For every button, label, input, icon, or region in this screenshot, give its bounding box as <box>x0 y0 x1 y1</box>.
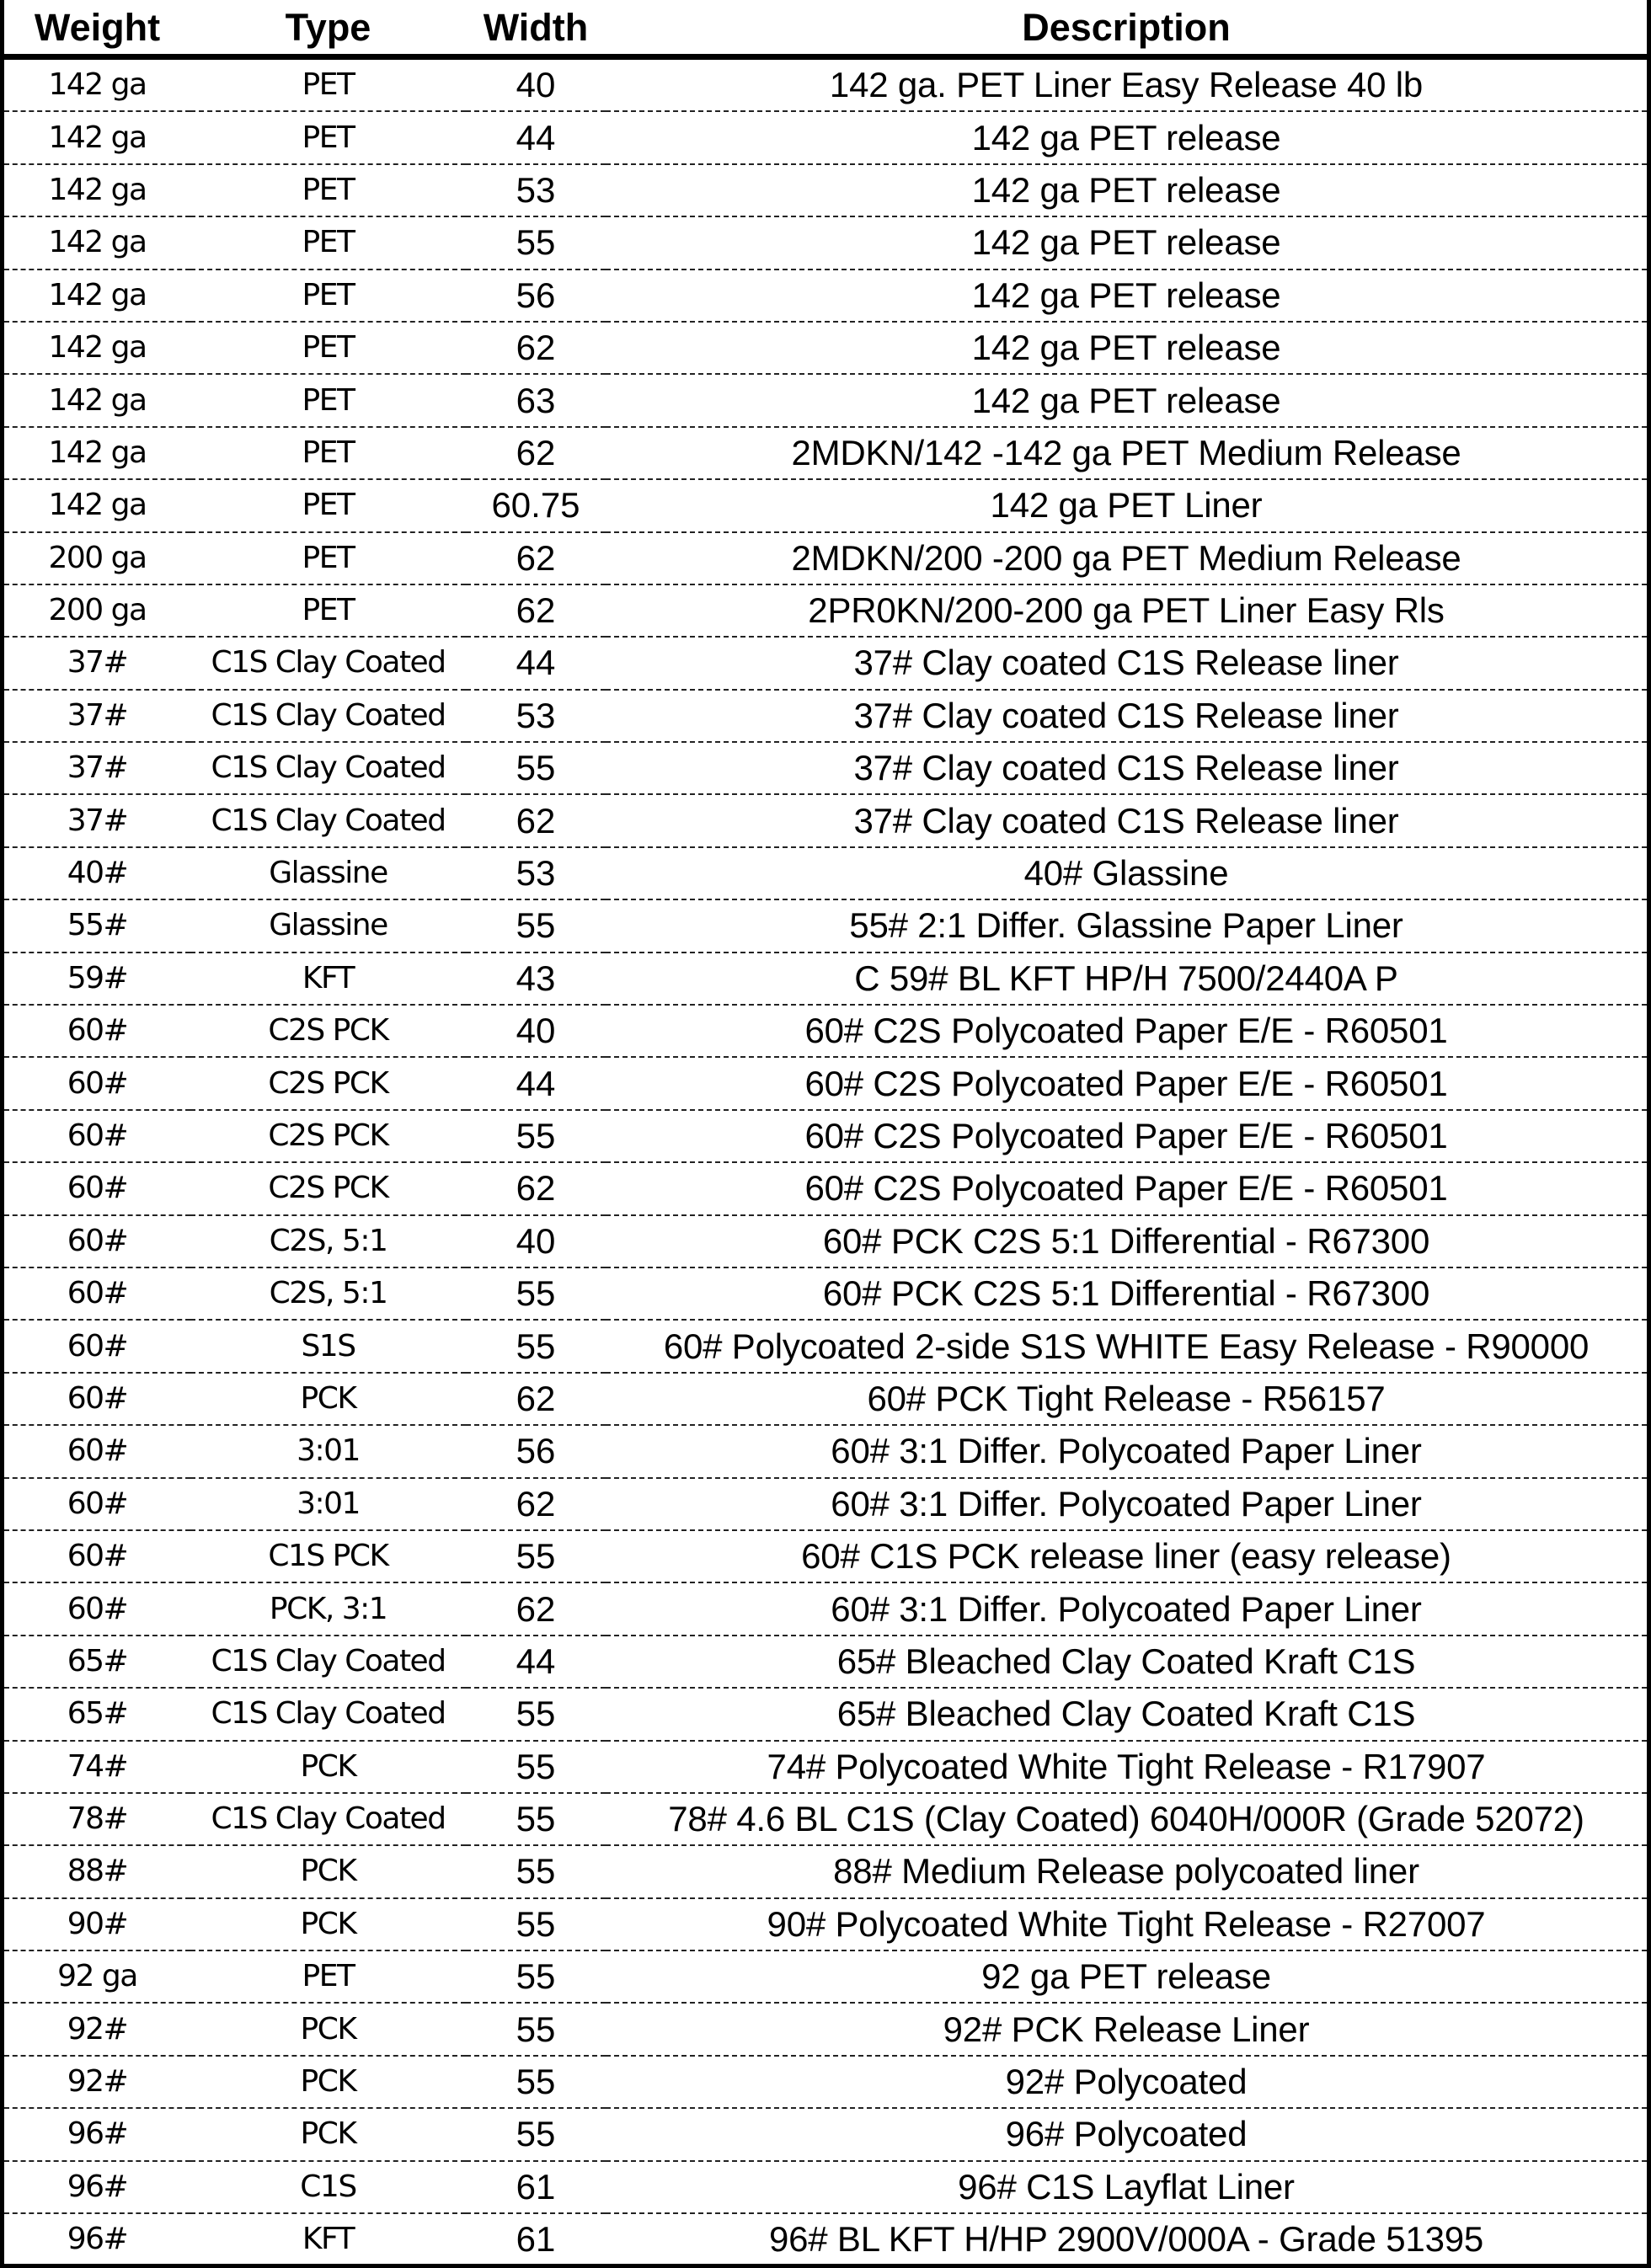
cell-type: C1S Clay Coated <box>190 1688 466 1740</box>
cell-type: Glassine <box>190 899 466 952</box>
cell-weight: 90# <box>4 1898 190 1950</box>
table-row <box>4 1582 1647 1635</box>
cell-width: 40 <box>466 1005 606 1057</box>
cell-description: 142 ga PET release <box>606 216 1647 269</box>
cell-description: 55# 2:1 Differ. Glassine Paper Liner <box>606 899 1647 952</box>
cell-type: PCK, 3:1 <box>190 1582 466 1635</box>
cell-weight: 142 ga <box>4 269 190 322</box>
cell-weight: 60# <box>4 1478 190 1530</box>
header-width: Width <box>466 0 606 57</box>
cell-width: 44 <box>466 111 606 163</box>
cell-weight: 200 ga <box>4 532 190 584</box>
table-row <box>4 1950 1647 2003</box>
cell-type: C2S, 5:1 <box>190 1215 466 1267</box>
table-row <box>4 1845 1647 1897</box>
cell-weight: 60# <box>4 1582 190 1635</box>
cell-description: 60# 3:1 Differ. Polycoated Paper Liner <box>606 1478 1647 1530</box>
table-row <box>4 899 1647 952</box>
cell-width: 53 <box>466 690 606 742</box>
cell-width: 55 <box>466 1688 606 1740</box>
cell-width: 40 <box>466 1215 606 1267</box>
table-row <box>4 953 1647 1005</box>
cell-description: 60# PCK Tight Release - R56157 <box>606 1373 1647 1425</box>
cell-type: S1S <box>190 1320 466 1372</box>
cell-width: 62 <box>466 532 606 584</box>
cell-weight: 142 ga <box>4 164 190 216</box>
cell-weight: 60# <box>4 1373 190 1425</box>
cell-width: 55 <box>466 1741 606 1793</box>
cell-description: 60# C2S Polycoated Paper E/E - R60501 <box>606 1162 1647 1214</box>
cell-width: 55 <box>466 1950 606 2003</box>
cell-description: 40# Glassine <box>606 847 1647 899</box>
cell-weight: 142 ga <box>4 374 190 426</box>
cell-description: 92# Polycoated <box>606 2056 1647 2108</box>
cell-type: PCK <box>190 1373 466 1425</box>
cell-type: 3:01 <box>190 1425 466 1477</box>
cell-description: 142 ga PET release <box>606 322 1647 374</box>
cell-weight: 55# <box>4 899 190 952</box>
cell-description: 60# C2S Polycoated Paper E/E - R60501 <box>606 1057 1647 1109</box>
cell-weight: 142 ga <box>4 111 190 163</box>
cell-description: 60# Polycoated 2-side S1S WHITE Easy Release - R90000 <box>606 1320 1647 1372</box>
cell-type: PET <box>190 1950 466 2003</box>
table-row <box>4 847 1647 899</box>
cell-description: 142 ga. PET Liner Easy Release 40 lb <box>606 57 1647 112</box>
cell-type: C2S PCK <box>190 1057 466 1109</box>
cell-width: 62 <box>466 794 606 846</box>
cell-type: C2S PCK <box>190 1005 466 1057</box>
cell-weight: 92# <box>4 2003 190 2055</box>
cell-width: 43 <box>466 953 606 1005</box>
cell-width: 62 <box>466 322 606 374</box>
cell-type: C1S Clay Coated <box>190 794 466 846</box>
cell-weight: 96# <box>4 2108 190 2160</box>
cell-description: 37# Clay coated C1S Release liner <box>606 742 1647 794</box>
cell-weight: 96# <box>4 2161 190 2213</box>
cell-width: 62 <box>466 584 606 637</box>
table-row <box>4 427 1647 479</box>
cell-description: 2PR0KN/200-200 ga PET Liner Easy Rls <box>606 584 1647 637</box>
cell-description: 92 ga PET release <box>606 1950 1647 2003</box>
cell-description: 74# Polycoated White Tight Release - R17907 <box>606 1741 1647 1793</box>
table-row <box>4 1267 1647 1320</box>
table-row <box>4 2108 1647 2160</box>
cell-width: 44 <box>466 1057 606 1109</box>
cell-description: C 59# BL KFT HP/H 7500/2440A P <box>606 953 1647 1005</box>
cell-description: 2MDKN/200 -200 ga PET Medium Release <box>606 532 1647 584</box>
cell-weight: 74# <box>4 1741 190 1793</box>
cell-width: 55 <box>466 1267 606 1320</box>
cell-weight: 60# <box>4 1057 190 1109</box>
cell-description: 96# BL KFT H/HP 2900V/000A - Grade 51395 <box>768 2219 1484 2260</box>
table-row <box>4 1425 1647 1477</box>
cell-type: C1S Clay Coated <box>190 690 466 742</box>
table-row <box>4 1898 1647 1950</box>
table-row <box>4 584 1647 637</box>
cell-width: 44 <box>466 637 606 689</box>
cell-weight: 60# <box>4 1110 190 1162</box>
cell-type: KFT <box>190 953 466 1005</box>
liner-table <box>4 0 1647 2265</box>
table-row <box>4 1530 1647 1582</box>
cell-description: 96# C1S Layflat Liner <box>606 2161 1647 2213</box>
header-type: Type <box>190 0 466 57</box>
cell-description: 96# Polycoated <box>606 2108 1647 2160</box>
cell-width: 40 <box>466 57 606 112</box>
cell-width: 62 <box>466 1162 606 1214</box>
table-row <box>4 322 1647 374</box>
table-row <box>4 1005 1647 1057</box>
cell-weight: 60# <box>4 1425 190 1477</box>
cell-description: 65# Bleached Clay Coated Kraft C1S <box>606 1636 1647 1688</box>
cell-weight: 60# <box>4 1162 190 1214</box>
cell-width: 62 <box>466 1478 606 1530</box>
cell-weight: 59# <box>4 953 190 1005</box>
cell-weight: 60# <box>4 1005 190 1057</box>
cell-width: 44 <box>466 1636 606 1688</box>
cell-width: 63 <box>466 374 606 426</box>
table-row <box>4 57 1647 112</box>
cell-weight: 142 ga <box>4 322 190 374</box>
cell-description: 2MDKN/142 -142 ga PET Medium Release <box>606 427 1647 479</box>
cell-width: 56 <box>466 269 606 322</box>
cell-weight: 142 ga <box>4 427 190 479</box>
cell-weight: 40# <box>4 847 190 899</box>
cell-type: PCK <box>190 1741 466 1793</box>
cell-width: 55 <box>466 1898 606 1950</box>
table-row <box>4 1636 1647 1688</box>
header-weight: Weight <box>4 0 190 57</box>
cell-description: 37# Clay coated C1S Release liner <box>606 794 1647 846</box>
cell-width: 55 <box>466 2056 606 2108</box>
table-row <box>4 1688 1647 1740</box>
cell-type: PET <box>190 584 466 637</box>
header-row <box>4 0 1647 57</box>
cell-type: PET <box>190 532 466 584</box>
cell-description: 37# Clay coated C1S Release liner <box>606 690 1647 742</box>
cell-weight: 37# <box>4 794 190 846</box>
cell-weight: 142 ga <box>4 57 190 112</box>
cell-weight: 78# <box>4 1793 190 1845</box>
table-row <box>4 216 1647 269</box>
cell-type: C1S Clay Coated <box>190 1793 466 1845</box>
table-body <box>4 57 1647 2265</box>
table-row <box>4 479 1647 531</box>
cell-weight: 96# <box>67 2222 128 2257</box>
cell-width: 55 <box>466 1793 606 1845</box>
cell-description: 142 ga PET release <box>606 164 1647 216</box>
table-row <box>4 2213 1647 2265</box>
table-row <box>4 690 1647 742</box>
cell-type: C1S PCK <box>190 1530 466 1582</box>
cell-description: 78# 4.6 BL C1S (Clay Coated) 6040H/000R (Grade 52072) <box>606 1793 1647 1845</box>
cell-type: PET <box>190 374 466 426</box>
cell-type: C1S Clay Coated <box>190 742 466 794</box>
table-row <box>4 1162 1647 1214</box>
cell-description: 60# PCK C2S 5:1 Differential - R67300 <box>606 1215 1647 1267</box>
header-description: Description <box>606 0 1647 57</box>
table-row <box>4 742 1647 794</box>
cell-weight: 37# <box>4 637 190 689</box>
cell-description: 142 ga PET release <box>606 374 1647 426</box>
table-row <box>4 1373 1647 1425</box>
cell-type: C2S PCK <box>190 1162 466 1214</box>
cell-type: C1S Clay Coated <box>190 1636 466 1688</box>
cell-type: PET <box>190 479 466 531</box>
table-row <box>4 1057 1647 1109</box>
cell-width: 55 <box>466 1845 606 1897</box>
cell-width: 62 <box>466 1582 606 1635</box>
cell-weight: 65# <box>4 1688 190 1740</box>
table-row <box>4 111 1647 163</box>
cell-type: Glassine <box>190 847 466 899</box>
cell-type: PCK <box>190 1845 466 1897</box>
cell-width: 55 <box>466 2003 606 2055</box>
cell-description: 60# C2S Polycoated Paper E/E - R60501 <box>606 1005 1647 1057</box>
cell-description: 60# C1S PCK release liner (easy release) <box>606 1530 1647 1582</box>
table-row <box>4 164 1647 216</box>
cell-description: 142 ga PET release <box>606 269 1647 322</box>
cell-weight: 142 ga <box>4 479 190 531</box>
cell-description: 142 ga PET Liner <box>606 479 1647 531</box>
cell-description: 60# 3:1 Differ. Polycoated Paper Liner <box>606 1425 1647 1477</box>
table-row <box>4 1320 1647 1372</box>
cell-width: 62 <box>466 1373 606 1425</box>
cell-width: 56 <box>466 1425 606 1477</box>
cell-type: PCK <box>190 2108 466 2160</box>
cell-width: 55 <box>466 742 606 794</box>
table-row <box>4 532 1647 584</box>
cell-weight: 37# <box>4 742 190 794</box>
table-row <box>4 1110 1647 1162</box>
cell-width: 60.75 <box>466 479 606 531</box>
cell-description: 90# Polycoated White Tight Release - R27007 <box>606 1898 1647 1950</box>
table-row <box>4 637 1647 689</box>
cell-width: 55 <box>466 1320 606 1372</box>
cell-weight: 60# <box>4 1267 190 1320</box>
cell-width: 61 <box>516 2219 556 2260</box>
cell-width: 55 <box>466 1530 606 1582</box>
cell-type: C2S PCK <box>190 1110 466 1162</box>
table-row <box>4 1215 1647 1267</box>
cell-type: PET <box>190 164 466 216</box>
cell-type: C2S, 5:1 <box>190 1267 466 1320</box>
cell-type: PET <box>190 427 466 479</box>
cell-weight: 200 ga <box>4 584 190 637</box>
cell-weight: 142 ga <box>4 216 190 269</box>
cell-width: 55 <box>466 2108 606 2160</box>
cell-weight: 92# <box>4 2056 190 2108</box>
cell-type: PET <box>190 57 466 112</box>
cell-width: 55 <box>466 1110 606 1162</box>
cell-weight: 60# <box>4 1320 190 1372</box>
table-row <box>4 2003 1647 2055</box>
cell-weight: 60# <box>4 1530 190 1582</box>
cell-type: KFT <box>302 2222 355 2257</box>
table-row <box>4 269 1647 322</box>
cell-weight: 60# <box>4 1215 190 1267</box>
table-row <box>4 2056 1647 2108</box>
cell-type: PET <box>190 269 466 322</box>
cell-weight: 37# <box>4 690 190 742</box>
table-row <box>4 1793 1647 1845</box>
cell-width: 55 <box>466 899 606 952</box>
cell-type: 3:01 <box>190 1478 466 1530</box>
cell-type: PCK <box>190 2003 466 2055</box>
cell-type: PET <box>190 322 466 374</box>
cell-weight: 88# <box>4 1845 190 1897</box>
cell-width: 62 <box>466 427 606 479</box>
cell-weight: 92 ga <box>4 1950 190 2003</box>
table-row <box>4 2161 1647 2213</box>
cell-description: 60# PCK C2S 5:1 Differential - R67300 <box>606 1267 1647 1320</box>
cell-description: 37# Clay coated C1S Release liner <box>606 637 1647 689</box>
cell-description: 60# 3:1 Differ. Polycoated Paper Liner <box>606 1582 1647 1635</box>
cell-type: C1S Clay Coated <box>190 637 466 689</box>
table-header <box>4 0 1647 57</box>
cell-description: 142 ga PET release <box>606 111 1647 163</box>
cell-width: 53 <box>466 164 606 216</box>
cell-type: PCK <box>190 1898 466 1950</box>
cell-type: PET <box>190 111 466 163</box>
table-row <box>4 794 1647 846</box>
cell-type: PET <box>190 216 466 269</box>
cell-width: 53 <box>466 847 606 899</box>
table-row <box>4 374 1647 426</box>
cell-description: 60# C2S Polycoated Paper E/E - R60501 <box>606 1110 1647 1162</box>
cell-width: 61 <box>466 2161 606 2213</box>
cell-weight: 65# <box>4 1636 190 1688</box>
cell-type: PCK <box>190 2056 466 2108</box>
cell-description: 65# Bleached Clay Coated Kraft C1S <box>606 1688 1647 1740</box>
cell-width: 55 <box>466 216 606 269</box>
table-row <box>4 1478 1647 1530</box>
cell-description: 92# PCK Release Liner <box>606 2003 1647 2055</box>
cell-type: C1S <box>190 2161 466 2213</box>
cell-description: 88# Medium Release polycoated liner <box>606 1845 1647 1897</box>
table-row <box>4 1741 1647 1793</box>
